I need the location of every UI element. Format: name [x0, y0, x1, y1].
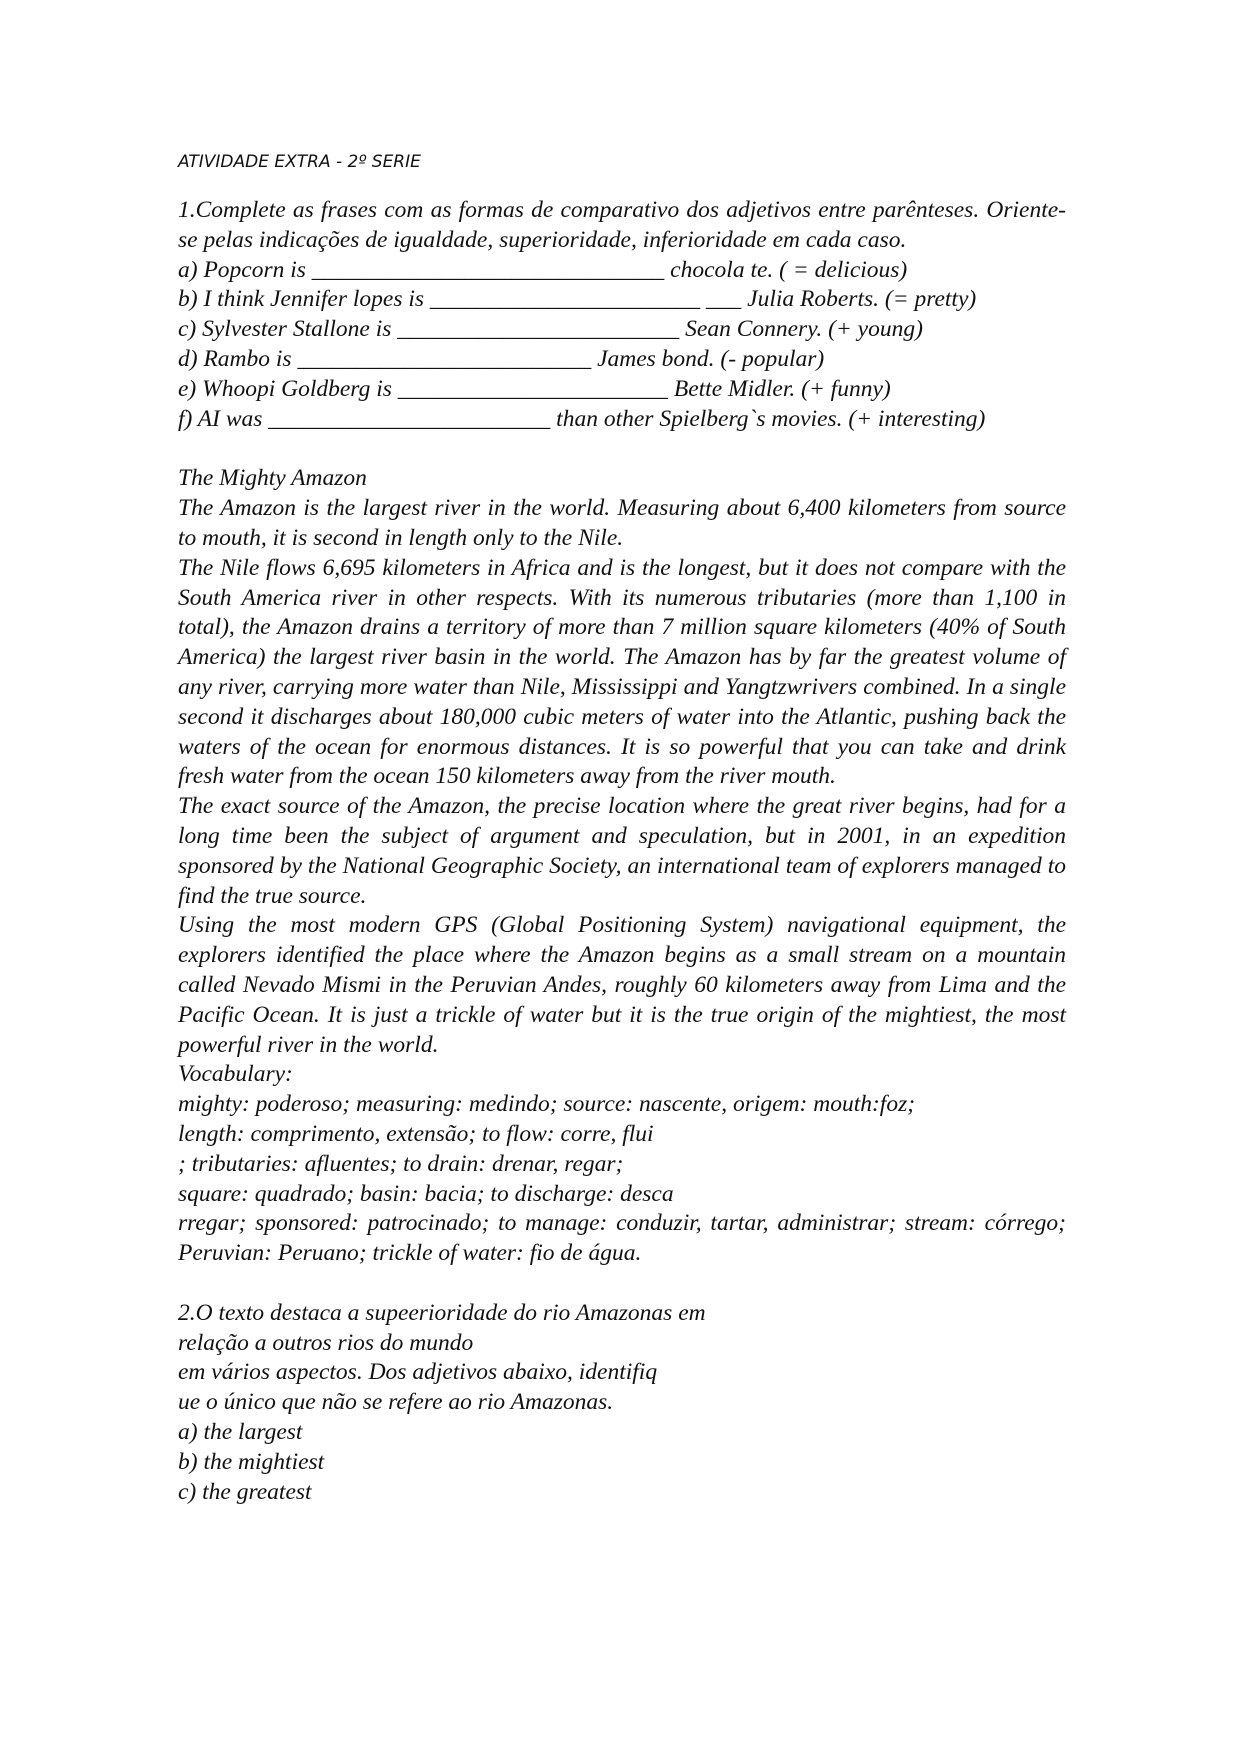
- q1-instructions: 1.Complete as frases com as formas de comparativo dos adjetivos entre parênteses. Oriente-se pelas indicações de igualdade, superioridade, inferioridade em cada caso.: [178, 197, 1066, 253]
- q1-item-e: e) Whoopi Goldberg is _______________________ Bette Midler. (+ funny): [178, 375, 891, 402]
- q2-line: relação a outros rios do mundo: [178, 1329, 474, 1356]
- q1-item-f: f) AI was ________________________ than other Spielberg`s movies. (+ interesting): [178, 405, 986, 432]
- q2-line: em vários aspectos. Dos adjetivos abaixo, identifiq: [178, 1359, 658, 1386]
- vocabulary-line: ; tributaries: afluentes; to drain: drenar, regar;: [178, 1150, 624, 1177]
- q1-item-a: a) Popcorn is ______________________________ chocola te. ( = delicious): [178, 256, 908, 283]
- q2-line: ue o único que não se refere ao rio Amazonas.: [178, 1389, 614, 1416]
- q2-option-c: c) the greatest: [178, 1478, 312, 1505]
- vocabulary-line: rregar; sponsored: patrocinado; to manage: conduzir, tartar, administrar; stream: córrego; Peruvian: Peruano; trickle of water: fio de água.: [178, 1210, 1066, 1267]
- section-gap: [178, 434, 1066, 464]
- q1-item-c: c) Sylvester Stallone is ________________________ Sean Connery. (+ young): [178, 316, 923, 343]
- vocabulary-line: mighty: poderoso; measuring: medindo; source: nascente, origem: mouth:foz;: [178, 1091, 916, 1118]
- vocabulary-line: square: quadrado; basin: bacia; to discharge: desca: [178, 1180, 674, 1207]
- q1-item-d: d) Rambo is _________________________ James bond. (- popular): [178, 345, 825, 372]
- q2-option-b: b) the mightiest: [178, 1448, 325, 1475]
- q1-item-b: b) I think Jennifer lopes is _______________________ ___ Julia Roberts. (= pretty): [178, 286, 977, 313]
- reading-paragraph-4: Using the most modern GPS (Global Positioning System) navigational equipment, the explorers identified the place where the Amazon begins as a small stream on a mountain called Nevado Mismi in the Peruvian Andes, roughly 60 kilometers away from Lima and the Pacific Ocean. It is just a trickle of water but it is the true origin of the mightiest, the most powerful river in the world.: [178, 912, 1066, 1058]
- worksheet-content: [178, 196, 1066, 1507]
- vocabulary-title: Vocabulary:: [178, 1061, 293, 1088]
- reading-paragraph-3: The exact source of the Amazon, the precise location where the great river begins, had for a long time been the subject of argument and speculation, but in 2001, in an expedition sponsored by the National Geographic Society, an international team of explorers managed to find the true source.: [178, 793, 1066, 909]
- reading-paragraph-2: The Nile flows 6,695 kilometers in Africa and is the longest, but it does not compare with the South America river in other respects. With its numerous tributaries (more than 1,100 in total), the Amazon drains a territory of more than 7 million square kilometers (40% of South America) the largest river basin in the world. The Amazon has by far the greatest volume of any river, carrying more water than Nile, Mississippi and Yangtzwrivers combined. In a single second it discharges about 180,000 cubic meters of water into the Atlantic, pushing back the waters of the ocean for enormous distances. It is so powerful that you can take and drink fresh water from the ocean 150 kilometers away from the river mouth.: [178, 554, 1066, 790]
- reading-title: The Mighty Amazon: [178, 465, 367, 492]
- q2-line: 2.O texto destaca a supeerioridade do rio Amazonas em: [178, 1299, 706, 1326]
- worksheet-header: ATIVIDADE EXTRA - 2º SERIE: [178, 152, 421, 172]
- vocabulary-line: length: comprimento, extensão; to flow: corre, flui: [178, 1120, 654, 1147]
- q2-option-a: a) the largest: [178, 1419, 303, 1446]
- section-gap: [178, 1269, 1066, 1299]
- reading-paragraph-1: The Amazon is the largest river in the world. Measuring about 6,400 kilometers from source to mouth, it is second in length only to the Nile.: [178, 495, 1066, 551]
